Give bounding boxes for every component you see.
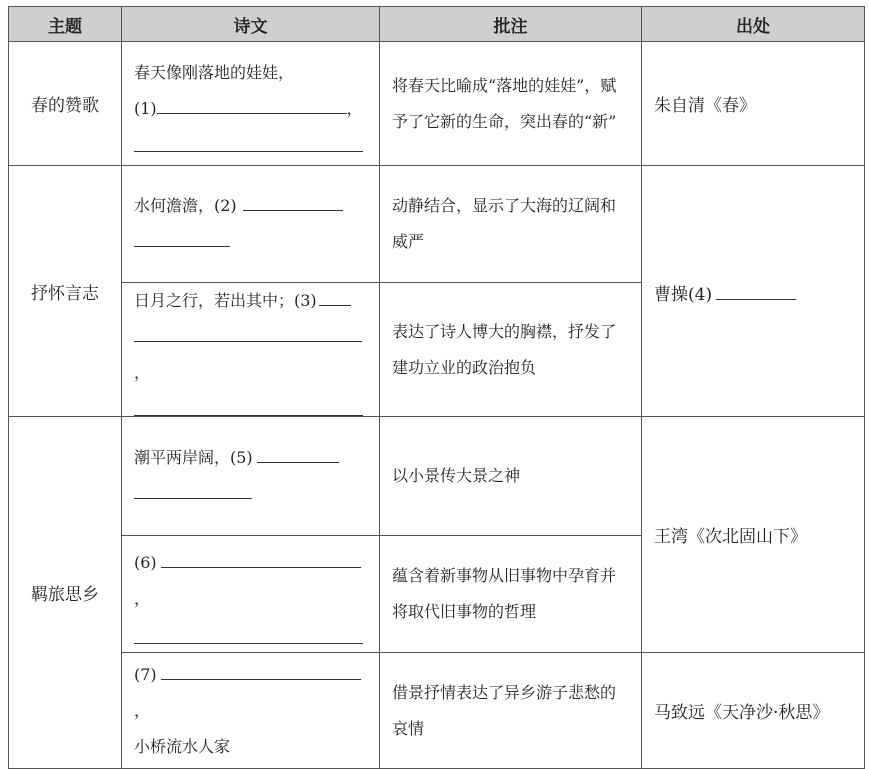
source-cell: 朱自清《春》 — [642, 42, 865, 166]
table-row — [9, 166, 865, 283]
answer-blank-6[interactable] — [161, 545, 361, 568]
answer-blank-1[interactable] — [157, 91, 347, 114]
poem-cell: 水何澹澹，(2) — [122, 166, 380, 283]
theme-cell: 羁旅思乡 — [9, 417, 122, 769]
poem-line: 春天像刚落地的娃娃， — [134, 63, 295, 82]
note-cell: 动静结合，显示了大海的辽阔和威严 — [380, 166, 642, 283]
poem-cell: (6)， — [122, 536, 380, 653]
poem-cell: 春天像刚落地的娃娃， (1) ， — [122, 42, 380, 166]
answer-blank-3c[interactable] — [134, 393, 363, 416]
table-row — [9, 653, 865, 769]
answer-blank-4[interactable] — [716, 277, 796, 300]
note-cell: 借景抒情表达了异乡游子悲愁的哀情 — [380, 653, 642, 769]
header-theme: 主题 — [9, 7, 122, 42]
note-cell: 以小景传大景之神 — [380, 417, 642, 536]
poem-line: 小桥流水人家 — [134, 736, 231, 756]
note-cell: 表达了诗人博大的胸襟，抒发了建功立业的政治抱负 — [380, 283, 642, 417]
blank-number: (1) — [134, 99, 157, 118]
poem-cell: 潮平两岸阔，(5) — [122, 417, 380, 536]
header-poem: 诗文 — [122, 7, 380, 42]
table-row — [9, 417, 865, 536]
theme-cell: 春的赞歌 — [9, 42, 122, 166]
answer-blank-5b[interactable] — [134, 476, 252, 499]
table-header-row — [9, 7, 865, 42]
answer-blank-5[interactable] — [257, 440, 339, 463]
answer-blank-2b[interactable] — [134, 224, 230, 247]
theme-cell: 抒怀言志 — [9, 166, 122, 417]
answer-blank-2[interactable] — [243, 188, 343, 211]
header-note: 批注 — [380, 7, 642, 42]
poetry-table — [8, 6, 865, 769]
note-cell: 蕴含着新事物从旧事物中孕育并将取代旧事物的哲理 — [380, 536, 642, 653]
source-cell: 王湾《次北固山下》 — [642, 417, 865, 653]
source-cell: 曹操(4) — [642, 166, 865, 417]
note-cell: 将春天比喻成“落地的娃娃”，赋予了它新的生命，突出春的“新” — [380, 42, 642, 166]
answer-blank-3[interactable] — [319, 283, 351, 306]
source-cell: 马致远《天净沙·秋思》 — [642, 653, 865, 769]
header-source: 出处 — [642, 7, 865, 42]
table-row — [9, 42, 865, 166]
answer-blank-1b[interactable] — [134, 129, 363, 152]
poem-cell: 日月之行，若出其中；(3) ， — [122, 283, 380, 417]
answer-blank-3b[interactable] — [134, 319, 362, 342]
answer-blank-7[interactable] — [161, 657, 361, 680]
poem-cell: (7)， 小桥流水人家 — [122, 653, 380, 769]
answer-blank-6b[interactable] — [134, 621, 363, 644]
